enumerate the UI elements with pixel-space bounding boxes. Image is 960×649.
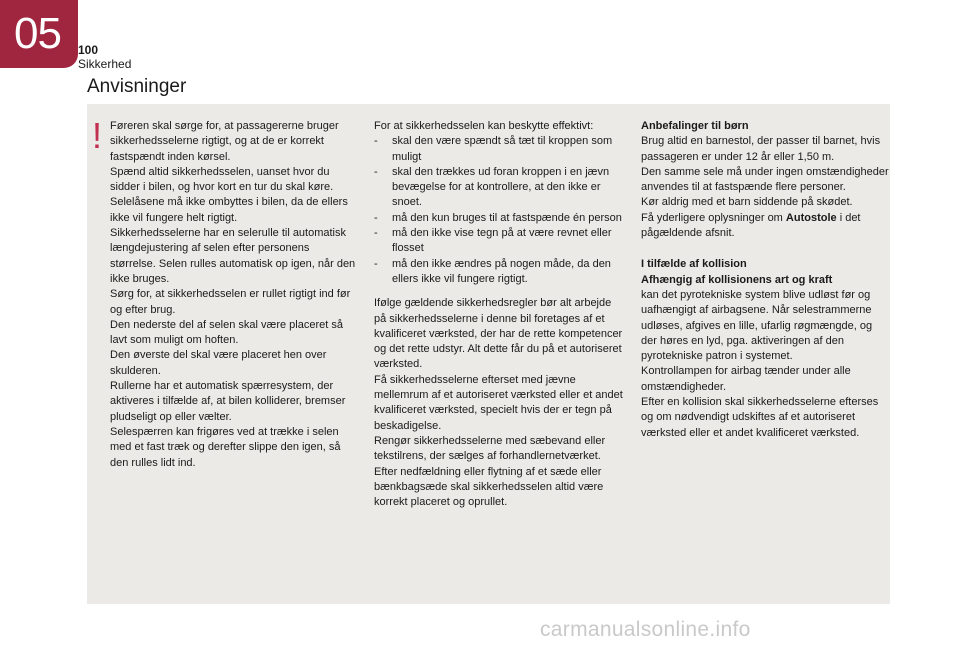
paragraph: Rengør sikkerhedsselerne med sæbevand eller tekstilrens, der sælges af forhandlernetværket.	[374, 434, 606, 463]
paragraph: Sørg for, at sikkerhedsselen er rullet rigtigt ind før og efter brug.	[110, 288, 351, 316]
exclamation-icon: !	[92, 115, 103, 156]
paragraph: Den nederste del af selen skal være placeret så lavt som muligt om hoften.	[110, 318, 343, 347]
column-2	[374, 119, 624, 510]
more-info-prefix: Få yderligere oplysninger om	[641, 211, 786, 224]
paragraph: Rullerne har et automatisk spærresystem, der aktiveres i tilfælde af, at bilen kolliderer, bremser pludseligt op eller vælter.	[110, 380, 346, 423]
paragraph: Føreren skal sørge for, at passagererne bruger sikkerhedsselerne rigtigt, og at de er korrekt fastspændt inden kørsel.	[110, 120, 339, 163]
watermark: carmanualsonline.info	[540, 618, 751, 641]
paragraph: kan det pyrotekniske system blive udløst før og uafhængigt af airbagsene. Når selestrammerne udløses, afgives en lille, ufarlig røgmængde, og der høres en lyd, pga. aktiveringen af den pyrotekniske patron i systemet.	[641, 288, 873, 363]
paragraph: Spænd altid sikkerhedsselen, uanset hvor du sidder i bilen, og hvor kort en tur du skal køre.	[110, 165, 334, 194]
section-name: Sikkerhed	[78, 57, 132, 71]
list-item: - skal den trækkes ud foran kroppen i en jævn bevægelse for at kontrollere, at den ikke er snoet.	[374, 165, 624, 211]
paragraph: Ifølge gældende sikkerhedsregler bør alt arbejde på sikkerhedsselerne i denne bil foretages af et kvalificeret værksted, der har de rette kompetencer og det rette udstyr. Alt dette får du på et autoriseret værksted.	[374, 297, 623, 371]
list-item: - må den ikke vise tegn på at være revnet eller flosset	[374, 226, 624, 257]
collision-subheading: Afhængig af kollisionens art og kraft	[641, 273, 833, 286]
autostole-reference: Autostole	[785, 211, 837, 224]
more-info-text	[641, 211, 889, 242]
paragraph: Kør aldrig med et barn siddende på skødet.	[641, 196, 853, 209]
more-info-suffix: i det pågældende afsnit.	[641, 211, 861, 240]
chapter-tab	[0, 0, 78, 68]
paragraph: Selespærren kan frigøres ved at trække i selen med et fast træk og derefter slippe den igen, så den rulles lidt ind.	[110, 425, 341, 469]
paragraph: Efter en kollision skal sikkerhedsselerne efterses og om nødvendigt udskiftes af et autoriseret værksted eller et andet kvalificeret værksted.	[641, 396, 879, 439]
column-3	[641, 119, 889, 441]
collision-heading: I tilfælde af kollision	[641, 258, 747, 271]
children-heading: Anbefalinger til børn	[641, 120, 749, 132]
page-number: 100	[78, 43, 99, 57]
paragraph: Få sikkerhedsselerne efterset med jævne mellemrum af et autoriseret værksted eller et andet kvalificeret værksted, specielt hvis der er tegn på beskadigelse.	[374, 373, 623, 432]
paragraph: Efter nedfældning eller flytning af et sæde eller bænkbagsæde skal sikkerhedsselen altid være korrekt placeret og oprullet.	[374, 465, 604, 509]
paragraph: Sikkerhedsselerne har en selerulle til automatisk længdejustering af selen efter personens størrelse. Selen rulles automatisk op igen, når den ikke bruges.	[110, 227, 356, 285]
column-1	[110, 119, 356, 471]
list-item: - må den ikke ændres på nogen måde, da den ellers ikke vil fungere rigtigt.	[374, 257, 624, 288]
paragraph: Kontrollampen for airbag tænder under alle omstændigheder.	[641, 365, 851, 393]
page-title: Anvisninger	[87, 76, 187, 97]
intro-text: For at sikkerhedsselen kan beskytte effektivt:	[374, 120, 594, 132]
paragraph: Selelåsene må ikke ombyttes i bilen, da de ellers ikke vil fungere helt rigtigt.	[110, 196, 348, 224]
paragraph: Den samme sele må under ingen omstændigheder anvendes til at fastspænde flere personer.	[641, 165, 889, 194]
paragraph: Den øverste del skal være placeret hen over skulderen.	[110, 349, 327, 377]
paragraph: Brug altid en barnestol, der passer til barnet, hvis passageren er under 12 år eller 1,50 m.	[641, 135, 881, 163]
list-item: - må den kun bruges til at fastspænde én person	[374, 211, 624, 226]
list-item: - skal den være spændt så tæt til kroppen som muligt	[374, 134, 624, 165]
chapter-number: 05	[14, 9, 61, 58]
